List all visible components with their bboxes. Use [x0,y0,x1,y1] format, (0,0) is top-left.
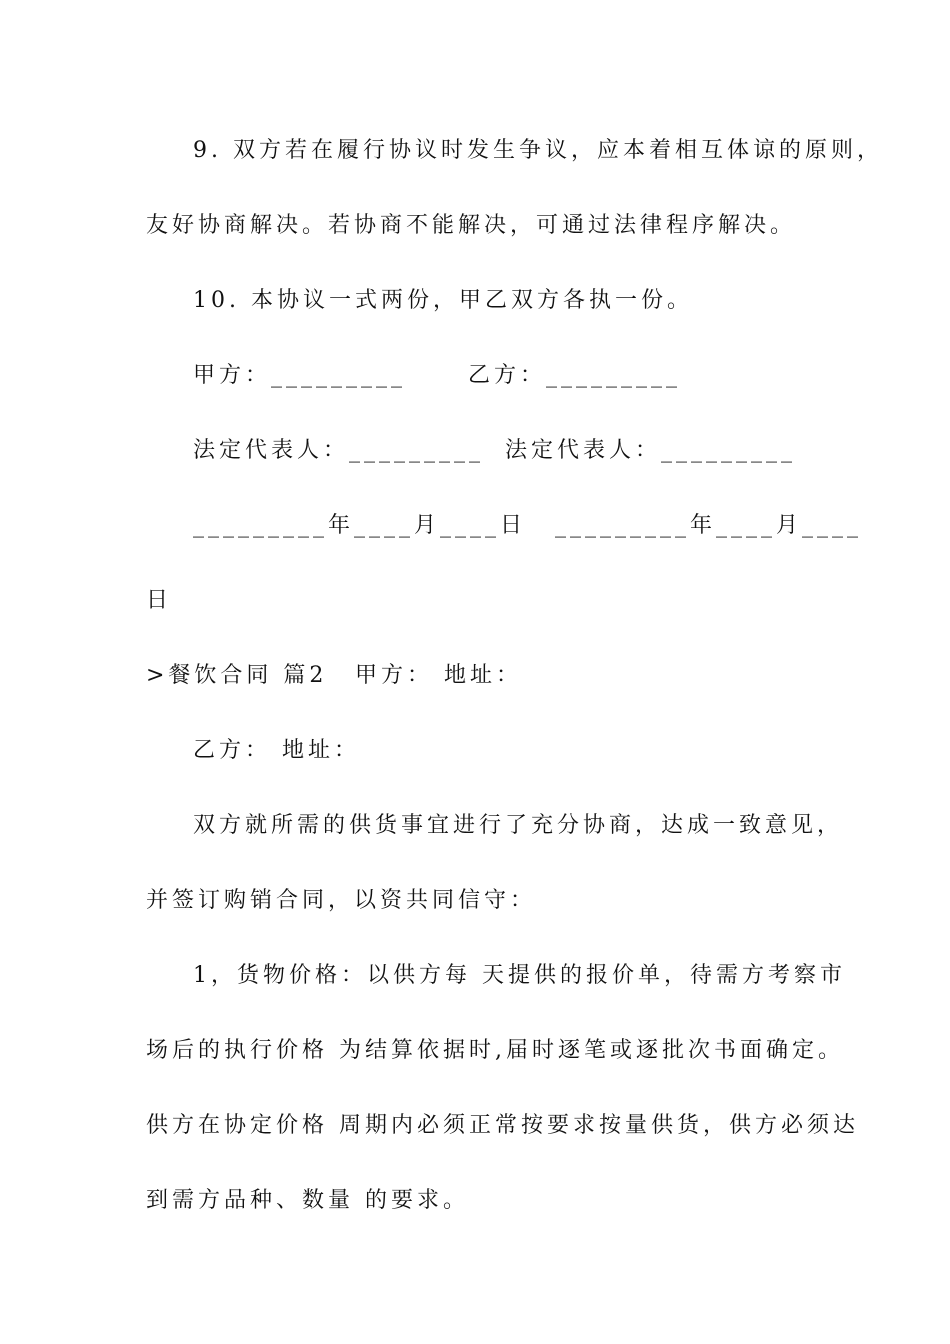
section-2-party-a: 甲方： 地址： [355,663,522,688]
party-a-signature: 甲方：_________ [193,363,407,388]
clause-10: 10. 本协议一式两份，甲乙双方各执一份。 [193,288,693,313]
party-b-date: _________年____月____ [555,513,863,538]
section-2-party-b: 乙方： 地址： [193,738,360,763]
item-1-line-1: 1，货物价格：以供方每 天提供的报价单，待需方考察市 [193,963,846,988]
clause-9-line-2: 友好协商解决。若协商不能解决，可通过法律程序解决。 [146,213,797,238]
intro-line-1: 双方就所需的供货事宜进行了充分协商，达成一致意见， [193,813,844,838]
clause-9-line-1: 9. 双方若在履行协议时发生争议，应本着相互体谅的原则， [193,138,883,163]
item-1-line-3: 供方在协定价格 周期内必须正常按要求按量供货，供方必须达 [146,1113,859,1138]
item-1-line-2: 场后的执行价格 为结算依据时,届时逐笔或逐批次书面确定。 [146,1038,844,1063]
party-a-representative: 法定代表人：_________ [193,438,485,463]
party-b-signature: 乙方：_________ [468,363,682,388]
party-b-representative: 法定代表人：_________ [505,438,797,463]
intro-line-2: 并签订购销合同，以资共同信守： [146,888,537,913]
item-1-line-4: 到需方品种、数量 的要求。 [146,1188,469,1213]
party-b-date-day: 日 [146,588,173,613]
party-a-date: _________年____月____日 [193,513,527,538]
section-2-title: >餐饮合同 篇2 [146,663,328,688]
